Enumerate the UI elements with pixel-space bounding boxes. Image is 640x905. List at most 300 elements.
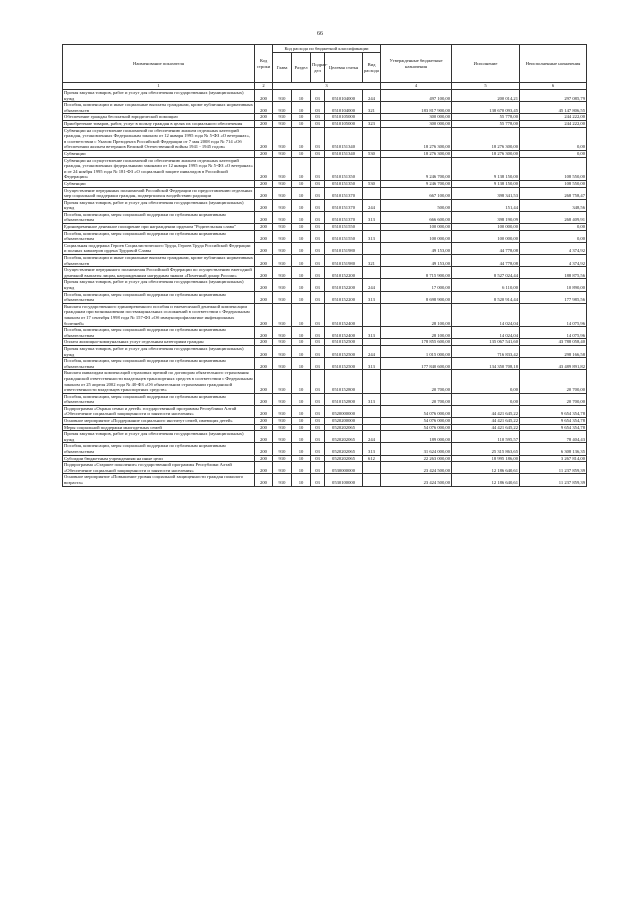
header-target: Целевая статья bbox=[325, 53, 363, 83]
row-unexecuted: 297 085,79 bbox=[520, 90, 587, 102]
row-unexecuted: 43 489 891,82 bbox=[520, 358, 587, 370]
row-podrazdel: 03 bbox=[311, 230, 325, 242]
row-glava: 910 bbox=[273, 230, 292, 242]
row-approved: 183 817 900,00 bbox=[381, 102, 452, 114]
row-name: Обеспечение граждан бесплатной юридической помощью bbox=[63, 114, 255, 121]
row-name: Прочая закупка товаров, работ и услуг для обеспечения государственных (муниципальных) нужд bbox=[63, 279, 255, 291]
row-exp-type: 323 bbox=[363, 120, 381, 127]
row-glava: 910 bbox=[273, 199, 292, 211]
row-name: Единовременное денежное поощрение при награждении орденом "Родительская слава" bbox=[63, 224, 255, 231]
row-exp-type bbox=[363, 187, 381, 199]
row-executed: 0,00 bbox=[452, 393, 520, 405]
row-target: 0510152500 bbox=[325, 339, 363, 346]
row-razdel: 10 bbox=[292, 102, 311, 114]
row-exp-type bbox=[363, 303, 381, 326]
table-row bbox=[63, 224, 587, 231]
row-line-code: 200 bbox=[255, 180, 273, 187]
column-number: 2 bbox=[255, 83, 273, 90]
row-unexecuted: 43 788 058,40 bbox=[520, 339, 587, 346]
row-line-code: 200 bbox=[255, 431, 273, 443]
row-line-code: 200 bbox=[255, 405, 273, 417]
row-target: 0530100000 bbox=[325, 474, 363, 486]
row-name: Оплата жилищно-коммунальных услуг отдельным категориям граждан bbox=[63, 339, 255, 346]
row-target: 0510152400 bbox=[325, 303, 363, 326]
row-line-code: 200 bbox=[255, 199, 273, 211]
row-approved: 500,00 bbox=[381, 199, 452, 211]
row-exp-type: 313 bbox=[363, 327, 381, 339]
row-line-code: 200 bbox=[255, 327, 273, 339]
row-razdel: 10 bbox=[292, 327, 311, 339]
row-line-code: 200 bbox=[255, 157, 273, 180]
table-row bbox=[63, 358, 587, 370]
row-line-code: 200 bbox=[255, 267, 273, 279]
row-unexecuted: 10 890,00 bbox=[520, 279, 587, 291]
row-podrazdel: 03 bbox=[311, 90, 325, 102]
row-razdel: 10 bbox=[292, 279, 311, 291]
row-executed: 138 670 093,45 bbox=[452, 102, 520, 114]
row-exp-type: 244 bbox=[363, 90, 381, 102]
row-target: 0510151340 bbox=[325, 150, 363, 157]
row-name: Подпрограмма «Охрана семьи и детей» государственной программы Республики Алтай «Обеспечение социальной защищенности и занятости населения» bbox=[63, 405, 255, 417]
row-name: Основное мероприятие «Поддержание социального институт семей, имеющих детей» bbox=[63, 418, 255, 425]
row-approved: 18 276 300,00 bbox=[381, 127, 452, 150]
row-podrazdel: 03 bbox=[311, 102, 325, 114]
row-exp-type bbox=[363, 474, 381, 486]
header-exp-type: Вид расхода bbox=[363, 53, 381, 83]
row-razdel: 10 bbox=[292, 230, 311, 242]
row-approved: 20 700,00 bbox=[381, 393, 452, 405]
row-target: 0510151370 bbox=[325, 187, 363, 199]
row-glava: 910 bbox=[273, 455, 292, 462]
row-razdel: 10 bbox=[292, 150, 311, 157]
row-exp-type bbox=[363, 424, 381, 431]
row-glava: 910 bbox=[273, 120, 292, 127]
row-glava: 910 bbox=[273, 102, 292, 114]
row-name: Пособия, компенсации, меры социальной поддержки по публичным нормативным обязательствам bbox=[63, 443, 255, 455]
row-glava: 910 bbox=[273, 291, 292, 303]
row-glava: 910 bbox=[273, 418, 292, 425]
row-executed: 716 833,42 bbox=[452, 345, 520, 357]
table-row bbox=[63, 455, 587, 462]
row-approved: 31 624 000,00 bbox=[381, 443, 452, 455]
row-podrazdel: 03 bbox=[311, 462, 325, 474]
row-executed: 6 110,00 bbox=[452, 279, 520, 291]
row-glava: 910 bbox=[273, 211, 292, 223]
row-razdel: 10 bbox=[292, 370, 311, 393]
row-razdel: 10 bbox=[292, 90, 311, 102]
row-glava: 910 bbox=[273, 150, 292, 157]
row-line-code: 200 bbox=[255, 303, 273, 326]
row-exp-type bbox=[363, 127, 381, 150]
row-name: Субсидии бюджетным учреждениям на иные цели bbox=[63, 455, 255, 462]
row-target: 0510151980 bbox=[325, 242, 363, 254]
row-executed: 14 024,04 bbox=[452, 327, 520, 339]
row-executed: 18 276 300,00 bbox=[452, 150, 520, 157]
row-unexecuted: 9 654 354,78 bbox=[520, 418, 587, 425]
row-exp-type bbox=[363, 339, 381, 346]
column-number: 3 bbox=[273, 83, 381, 90]
row-razdel: 10 bbox=[292, 120, 311, 127]
row-line-code: 200 bbox=[255, 424, 273, 431]
table-row bbox=[63, 90, 587, 102]
row-razdel: 10 bbox=[292, 255, 311, 267]
row-executed: 9 138 150,00 bbox=[452, 180, 520, 187]
row-exp-type: 313 bbox=[363, 211, 381, 223]
table-row bbox=[63, 114, 587, 121]
row-exp-type: 321 bbox=[363, 102, 381, 114]
row-approved: 17 000,00 bbox=[381, 279, 452, 291]
row-name: Пособия, компенсации, меры социальной поддержки по публичным нормативным обязательствам bbox=[63, 327, 255, 339]
table-row bbox=[63, 393, 587, 405]
row-target: 0510151370 bbox=[325, 199, 363, 211]
row-name: Подпрограмма «Старшее поколение» государственной программы Республики Алтай «Обеспечение социальной защищенности и занятости населения» bbox=[63, 462, 255, 474]
row-podrazdel: 03 bbox=[311, 150, 325, 157]
table-row bbox=[63, 120, 587, 127]
row-unexecuted: 268 758,47 bbox=[520, 187, 587, 199]
row-razdel: 10 bbox=[292, 114, 311, 121]
row-approved: 667 100,00 bbox=[381, 187, 452, 199]
row-glava: 910 bbox=[273, 127, 292, 150]
row-target: 0510152200 bbox=[325, 291, 363, 303]
row-target: 0510152500 bbox=[325, 358, 363, 370]
table-row bbox=[63, 405, 587, 417]
row-approved: 23 424 500,00 bbox=[381, 474, 452, 486]
row-unexecuted: 11 237 859,39 bbox=[520, 462, 587, 474]
table-header bbox=[63, 45, 587, 90]
row-razdel: 10 bbox=[292, 443, 311, 455]
row-glava: 910 bbox=[273, 462, 292, 474]
row-podrazdel: 03 bbox=[311, 431, 325, 443]
row-target: 0520000000 bbox=[325, 405, 363, 417]
row-executed: 25 315 863,65 bbox=[452, 443, 520, 455]
row-name: Прочая закупка товаров, работ и услуг для обеспечения государственных (муниципальных) нужд bbox=[63, 431, 255, 443]
row-name: Пособия, компенсации, меры социальной поддержки по публичным нормативным обязательствам bbox=[63, 230, 255, 242]
row-executed: 12 186 640,61 bbox=[452, 462, 520, 474]
column-number: 5 bbox=[452, 83, 520, 90]
row-podrazdel: 03 bbox=[311, 120, 325, 127]
row-podrazdel: 03 bbox=[311, 187, 325, 199]
row-approved: 28 100,00 bbox=[381, 303, 452, 326]
row-podrazdel: 03 bbox=[311, 199, 325, 211]
row-exp-type: 530 bbox=[363, 180, 381, 187]
row-exp-type: 313 bbox=[363, 291, 381, 303]
row-unexecuted: 0,00 bbox=[520, 230, 587, 242]
row-podrazdel: 03 bbox=[311, 224, 325, 231]
row-razdel: 10 bbox=[292, 424, 311, 431]
row-razdel: 10 bbox=[292, 157, 311, 180]
row-approved: 20 700,00 bbox=[381, 370, 452, 393]
row-razdel: 10 bbox=[292, 187, 311, 199]
row-approved: 666 600,00 bbox=[381, 211, 452, 223]
row-unexecuted: 14 075,96 bbox=[520, 303, 587, 326]
row-name: Пособия, компенсации, меры социальной поддержки по публичным нормативным обязательствам bbox=[63, 393, 255, 405]
table-body bbox=[63, 90, 587, 487]
row-line-code: 200 bbox=[255, 345, 273, 357]
row-executed: 14 024,04 bbox=[452, 303, 520, 326]
row-glava: 910 bbox=[273, 405, 292, 417]
row-line-code: 200 bbox=[255, 393, 273, 405]
row-name: Прочая закупка товаров, работ и услуг для обеспечения государственных (муниципальных) нужд bbox=[63, 199, 255, 211]
row-executed: 18 995 186,00 bbox=[452, 455, 520, 462]
row-podrazdel: 03 bbox=[311, 358, 325, 370]
row-exp-type: 313 bbox=[363, 230, 381, 242]
row-exp-type: 244 bbox=[363, 199, 381, 211]
row-line-code: 200 bbox=[255, 242, 273, 254]
row-podrazdel: 03 bbox=[311, 418, 325, 425]
row-podrazdel: 03 bbox=[311, 443, 325, 455]
row-unexecuted: 4 374,92 bbox=[520, 242, 587, 254]
row-name: Выплата инвалидам компенсаций страховых премий по договорам обязательного страхования гражданской ответственности владельцев транспортных средств в соответствии с Федеральным законом от 25 апреля 2002 года № 40-ФЗ «Об обязательном страховании гражданской ответственности владельцев транспортных средств» bbox=[64, 370, 253, 393]
table-row bbox=[63, 102, 587, 114]
row-unexecuted: 14 075,96 bbox=[520, 327, 587, 339]
table-row bbox=[63, 230, 587, 242]
row-razdel: 10 bbox=[292, 358, 311, 370]
row-razdel: 10 bbox=[292, 291, 311, 303]
row-exp-type: 244 bbox=[363, 431, 381, 443]
row-target: 0510104000 bbox=[325, 102, 363, 114]
row-target: 0510152200 bbox=[325, 267, 363, 279]
row-line-code: 200 bbox=[255, 279, 273, 291]
row-line-code: 200 bbox=[255, 187, 273, 199]
table-row bbox=[63, 370, 587, 393]
row-executed: 110 595,57 bbox=[452, 431, 520, 443]
row-razdel: 10 bbox=[292, 405, 311, 417]
row-podrazdel: 03 bbox=[311, 327, 325, 339]
column-number: 4 bbox=[381, 83, 452, 90]
row-exp-type bbox=[363, 267, 381, 279]
row-glava: 910 bbox=[273, 267, 292, 279]
column-number: 1 bbox=[63, 83, 255, 90]
row-podrazdel: 03 bbox=[311, 211, 325, 223]
table-row bbox=[63, 474, 587, 486]
row-name: Субвенции bbox=[63, 150, 255, 157]
row-podrazdel: 03 bbox=[311, 127, 325, 150]
row-unexecuted: 9 654 354,78 bbox=[520, 405, 587, 417]
row-approved: 178 855 600,00 bbox=[381, 339, 452, 346]
row-glava: 910 bbox=[273, 157, 292, 180]
row-unexecuted: 4 374,92 bbox=[520, 255, 587, 267]
row-target: 0510151350 bbox=[325, 180, 363, 187]
row-glava: 910 bbox=[273, 187, 292, 199]
row-glava: 910 bbox=[273, 90, 292, 102]
row-podrazdel: 03 bbox=[311, 474, 325, 486]
row-approved: 100 000,00 bbox=[381, 224, 452, 231]
table-row bbox=[63, 303, 587, 326]
table-row bbox=[63, 127, 587, 150]
row-target: 0510105000 bbox=[325, 120, 363, 127]
row-razdel: 10 bbox=[292, 455, 311, 462]
row-exp-type: 313 bbox=[363, 443, 381, 455]
header-line-code: Код строки bbox=[255, 45, 273, 83]
header-podrazdel: Подраз-дел bbox=[311, 53, 325, 83]
row-line-code: 200 bbox=[255, 230, 273, 242]
row-line-code: 200 bbox=[255, 358, 273, 370]
row-executed: 55 778,00 bbox=[452, 114, 520, 121]
row-podrazdel: 03 bbox=[311, 393, 325, 405]
row-executed: 398 190,09 bbox=[452, 211, 520, 223]
row-unexecuted: 177 985,56 bbox=[520, 291, 587, 303]
row-name: Меры социальной поддержки многодетных семей bbox=[63, 424, 255, 431]
header-glava: Глава bbox=[273, 53, 292, 83]
row-name: Прочая закупка товаров, работ и услуг для обеспечения государственных (муниципальных) нужд bbox=[63, 90, 255, 102]
row-name: Пособия, компенсации, меры социальной поддержки по публичным нормативным обязательствам bbox=[63, 358, 255, 370]
row-approved: 28 100,00 bbox=[381, 327, 452, 339]
row-name: Приобретение товаров, работ, услуг в пользу граждан в целях их социального обеспечения bbox=[63, 120, 255, 127]
row-razdel: 10 bbox=[292, 127, 311, 150]
row-exp-type: 321 bbox=[363, 255, 381, 267]
row-target: 0510152400 bbox=[325, 327, 363, 339]
row-line-code: 200 bbox=[255, 224, 273, 231]
row-unexecuted: 108 550,00 bbox=[520, 157, 587, 180]
row-line-code: 200 bbox=[255, 474, 273, 486]
row-unexecuted: 188 875,56 bbox=[520, 267, 587, 279]
table-row bbox=[63, 424, 587, 431]
row-glava: 910 bbox=[273, 242, 292, 254]
row-unexecuted: 3 267 814,00 bbox=[520, 455, 587, 462]
row-unexecuted: 6 308 136,35 bbox=[520, 443, 587, 455]
row-executed: 398 341,53 bbox=[452, 187, 520, 199]
table-row bbox=[63, 291, 587, 303]
row-name: Выплата государственного единовременного пособия и ежемесячной денежной компенсации гражданам при возникновении поствакцинальных осложнений в соответствии с Федеральным законом от 17 сентября 1998 года № 157-ФЗ «Об иммунопрофилактике инфекционных болезней» bbox=[63, 303, 255, 326]
table-row bbox=[63, 242, 587, 254]
row-target: 0510105000 bbox=[325, 114, 363, 121]
row-line-code: 200 bbox=[255, 255, 273, 267]
row-exp-type bbox=[363, 370, 381, 393]
row-executed: 0,00 bbox=[452, 370, 520, 393]
row-name: Пособия, компенсации, меры социальной поддержки по публичным нормативным обязательствам bbox=[63, 211, 255, 223]
row-unexecuted: 0,00 bbox=[520, 224, 587, 231]
row-exp-type: 530 bbox=[363, 150, 381, 157]
row-glava: 910 bbox=[273, 303, 292, 326]
row-executed: 44 421 645,22 bbox=[452, 405, 520, 417]
row-podrazdel: 03 bbox=[311, 303, 325, 326]
row-exp-type bbox=[363, 462, 381, 474]
row-razdel: 10 bbox=[292, 393, 311, 405]
row-glava: 910 bbox=[273, 114, 292, 121]
row-approved: 9 246 700,00 bbox=[381, 157, 452, 180]
row-unexecuted: 20 700,00 bbox=[520, 370, 587, 393]
row-approved: 54 076 000,00 bbox=[381, 418, 452, 425]
row-approved: 23 424 500,00 bbox=[381, 462, 452, 474]
row-name: Пособия, компенсации и иные социальные выплаты гражданам, кроме публичных нормативных обязательств bbox=[64, 255, 253, 266]
row-glava: 910 bbox=[273, 474, 292, 486]
table-row bbox=[63, 327, 587, 339]
row-target: 0510151370 bbox=[325, 211, 363, 223]
row-podrazdel: 03 bbox=[311, 279, 325, 291]
row-approved: 49 153,00 bbox=[381, 255, 452, 267]
page-number: 66 bbox=[317, 31, 323, 37]
row-approved: 1 015 000,00 bbox=[381, 345, 452, 357]
row-approved: 8 698 900,00 bbox=[381, 291, 452, 303]
row-razdel: 10 bbox=[292, 303, 311, 326]
row-podrazdel: 03 bbox=[311, 370, 325, 393]
row-name: Пособия, компенсации, меры социальной поддержки по публичным нормативным обязательствам bbox=[63, 291, 255, 303]
row-unexecuted: 45 147 806,55 bbox=[520, 102, 587, 114]
table-row bbox=[63, 345, 587, 357]
table-row bbox=[63, 199, 587, 211]
row-approved: 18 276 300,00 bbox=[381, 150, 452, 157]
row-executed: 12 186 640,61 bbox=[452, 474, 520, 486]
row-razdel: 10 bbox=[292, 345, 311, 357]
row-razdel: 10 bbox=[292, 211, 311, 223]
row-podrazdel: 03 bbox=[311, 345, 325, 357]
row-approved: 497 100,00 bbox=[381, 90, 452, 102]
row-exp-type: 313 bbox=[363, 393, 381, 405]
row-exp-type: 313 bbox=[363, 358, 381, 370]
row-name: Основное мероприятие «Повышение уровня социальной защищенности граждан пожилого возраста» bbox=[63, 474, 255, 486]
row-target: 0520202065 bbox=[325, 431, 363, 443]
row-executed: 44 778,08 bbox=[452, 255, 520, 267]
row-line-code: 200 bbox=[255, 443, 273, 455]
row-target: 0520202065 bbox=[325, 443, 363, 455]
row-approved: 300 000,00 bbox=[381, 114, 452, 121]
row-approved: 49 153,00 bbox=[381, 242, 452, 254]
row-executed: 44 421 645,22 bbox=[452, 424, 520, 431]
row-glava: 910 bbox=[273, 358, 292, 370]
row-target: 0520202065 bbox=[325, 424, 363, 431]
row-target: 0510152800 bbox=[325, 393, 363, 405]
header-approved: Утвержденные бюджетные назначения bbox=[381, 45, 452, 83]
row-target: 0510151550 bbox=[325, 230, 363, 242]
row-approved: 177 840 600,00 bbox=[381, 358, 452, 370]
row-target: 0510104000 bbox=[325, 90, 363, 102]
row-executed: 44 778,08 bbox=[452, 242, 520, 254]
budget-execution-table bbox=[62, 44, 587, 487]
table-row bbox=[63, 339, 587, 346]
table-row bbox=[63, 211, 587, 223]
row-unexecuted: 9 654 354,78 bbox=[520, 424, 587, 431]
row-executed: 100 000,00 bbox=[452, 224, 520, 231]
table-row bbox=[63, 150, 587, 157]
row-glava: 910 bbox=[273, 255, 292, 267]
row-glava: 910 bbox=[273, 443, 292, 455]
row-name: Прочая закупка товаров, работ и услуг для обеспечения государственных (муниципальных) нужд bbox=[63, 345, 255, 357]
row-line-code: 200 bbox=[255, 127, 273, 150]
row-executed: 8 520 914,44 bbox=[452, 291, 520, 303]
row-glava: 910 bbox=[273, 279, 292, 291]
row-exp-type bbox=[363, 224, 381, 231]
row-razdel: 10 bbox=[292, 418, 311, 425]
table-row bbox=[63, 255, 587, 267]
row-name: Субвенции на осуществление полномочий по обеспечению жильем отдельных категорий граждан, установленных федеральными законами от 12 января 1995 года № 5-ФЗ «О ветеранах» и от 24 ноября 1995 года № 181-ФЗ «О социальной защите инвалидов в Российской Федерации» bbox=[64, 157, 253, 180]
row-name: Осуществление переданного полномочия Российской Федерации по осуществлению ежегодной денежной выплаты лицам, награжденным нагрудным знаком «Почетный донор России» bbox=[63, 267, 255, 279]
table-row bbox=[63, 431, 587, 443]
row-target: 0520200000 bbox=[325, 418, 363, 425]
row-target: 0510152200 bbox=[325, 279, 363, 291]
row-podrazdel: 03 bbox=[311, 267, 325, 279]
row-glava: 910 bbox=[273, 224, 292, 231]
row-exp-type bbox=[363, 157, 381, 180]
row-razdel: 10 bbox=[292, 199, 311, 211]
row-unexecuted: 298 166,58 bbox=[520, 345, 587, 357]
row-razdel: 10 bbox=[292, 474, 311, 486]
row-exp-type bbox=[363, 418, 381, 425]
table-row bbox=[63, 180, 587, 187]
row-approved: 22 263 000,00 bbox=[381, 455, 452, 462]
table-row bbox=[63, 157, 587, 180]
row-line-code: 200 bbox=[255, 90, 273, 102]
row-name: Субвенции на осуществление полномочий по обеспечению жильем отдельных категорий граждан, установленных Федеральным законом от 12 января 1995 года № 5-ФЗ «О ветеранах», в соответствии с Указом Президента Российской Федерации от 7 мая 2008 года № 714 «Об обеспечении жильем ветеранов Великой Отечественной войны 1941 - 1945 годов» bbox=[63, 127, 255, 150]
row-unexecuted: 0,00 bbox=[520, 150, 587, 157]
row-glava: 910 bbox=[273, 431, 292, 443]
row-target: 0510151340 bbox=[325, 127, 363, 150]
row-exp-type bbox=[363, 114, 381, 121]
row-executed: 200 014,21 bbox=[452, 90, 520, 102]
row-approved: 300 000,00 bbox=[381, 120, 452, 127]
row-approved: 8 715 900,00 bbox=[381, 267, 452, 279]
header-name: Наименование показателя bbox=[63, 45, 255, 83]
row-target: 0510152800 bbox=[325, 370, 363, 393]
